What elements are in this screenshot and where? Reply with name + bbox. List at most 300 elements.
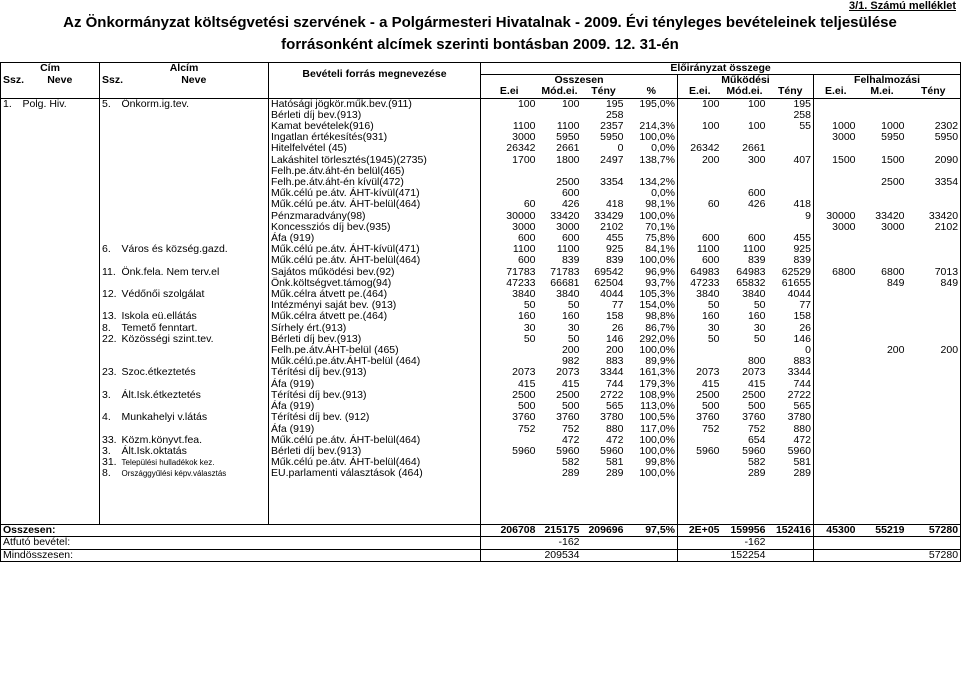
table-cell: Temető fenntart. [121,321,198,334]
table-cell: 5950 [881,131,905,144]
table-cell: 472 [793,433,811,446]
table-cell: 75,8% [645,232,675,245]
table-cell [814,188,858,199]
table-cell: Hitelfelvétel (45) [269,143,481,154]
table-cell: 472 [605,433,624,446]
table-cell [21,121,100,132]
table-cell [907,446,961,457]
empty-cell [481,502,538,513]
table-cell: 160 [561,310,580,323]
table-cell: Ált.Isk.oktatás [121,444,187,457]
table-cell: 50 [678,300,722,311]
table-cell: Város és község.gazd. [121,243,228,256]
table-cell: 1100 [556,120,580,133]
table-cell: 1800 [556,153,580,166]
table-cell [120,110,269,121]
table-cell [100,155,120,166]
table-cell: 1100 [481,121,538,132]
table-cell: 113,0% [640,400,675,413]
table-cell: 3760 [556,411,580,424]
total-value: 55219 [858,525,907,537]
total-value: 57280 [907,549,961,561]
table-cell: 66681 [550,276,580,289]
total-value: -162 [722,537,768,549]
table-cell: 100,0% [639,444,675,457]
table-cell [722,211,768,222]
table-cell [858,468,907,479]
table-cell [1,177,21,188]
table-cell [21,300,100,311]
table-cell: 26342 [481,143,538,154]
table-cell: 418 [793,198,811,211]
table-cell [678,457,722,468]
empty-cell [1,513,21,525]
table-cell: Áfa (919) [269,424,481,435]
table-cell: 4044 [600,288,624,301]
empty-cell [269,502,481,513]
table-cell [858,379,907,390]
table-cell [481,345,538,356]
empty-cell [100,502,120,513]
table-cell [768,177,814,188]
header-ssz-1: Ssz. [1,75,21,87]
table-row [1,334,961,345]
table-cell: 925 [793,243,811,256]
table-cell [858,424,907,435]
table-cell [858,367,907,378]
table-cell: 982 [561,355,580,368]
table-cell: 426 [747,198,766,211]
column-header: E.ei. [814,86,858,98]
table-cell: 65832 [736,276,766,289]
table-cell: 93,7% [645,276,675,289]
empty-cell [582,480,626,491]
table-cell: Iskola eü.ellátás [121,310,197,323]
table-cell: 5950 [600,131,624,144]
table-cell: 33420 [875,209,905,222]
table-cell: 100,5% [639,411,675,424]
table-cell: 415 [561,377,580,390]
table-cell: 3000 [481,132,538,143]
table-cell: 3000 [814,132,858,143]
table-cell [907,143,961,154]
table-row [1,345,961,356]
table-cell [907,98,961,110]
table-cell: 2073 [742,366,766,379]
table-cell: 158 [605,310,624,323]
table-cell [858,390,907,401]
table-cell: 6. [100,244,120,255]
table-cell [814,233,858,244]
empty-cell [538,480,582,491]
empty-cell [768,513,814,525]
table-cell: 407 [793,153,811,166]
table-cell: 4. [100,412,120,423]
empty-cell [814,513,858,525]
table-cell [814,311,858,322]
table-cell: Közm.könyvt.fea. [121,433,203,446]
table-cell [21,323,100,334]
table-cell: 292,0% [639,332,675,345]
table-cell: 100 [561,97,580,110]
table-cell: 3760 [678,412,722,423]
table-cell [21,468,100,479]
table-cell: 1. [1,98,21,110]
table-cell: 100 [678,98,722,110]
table-cell: 581 [605,456,624,469]
table-cell [120,199,269,210]
table-cell [858,143,907,154]
table-cell [814,446,858,457]
table-cell: 752 [678,424,722,435]
table-cell [120,177,269,188]
table-cell: 6800 [814,267,858,278]
table-row [1,367,961,378]
empty-cell [858,513,907,525]
table-cell [1,110,21,121]
table-cell [1,435,21,446]
empty-cell [722,491,768,502]
table-cell: 839 [793,254,811,267]
table-cell: Felh.pe.átv.áht-én belül(465) [269,166,481,177]
table-cell [814,300,858,311]
total-value: 2E+05 [678,525,722,537]
table-cell [1,278,21,289]
table-cell [907,401,961,412]
table-cell: 60 [678,199,722,210]
table-cell: 744 [605,377,624,390]
revenue-table [0,62,961,562]
table-cell: 925 [605,243,624,256]
table-cell: 5950 [556,131,580,144]
table-cell: 98,1% [645,198,675,211]
empty-cell [722,502,768,513]
empty-cell [907,491,961,502]
table-cell: Munkahelyi v.látás [121,411,208,424]
table-cell: Műk.célra átvett pe.(464) [269,289,481,300]
table-cell: 50 [678,334,722,345]
table-cell [858,311,907,322]
column-header: Tény [582,86,626,98]
table-cell [1,244,21,255]
table-cell: 50 [753,332,766,345]
table-cell: Bérleti díj bev.(913) [269,110,481,121]
table-cell: 47233 [678,278,722,289]
table-cell: 2500 [678,390,722,401]
table-cell [120,345,269,356]
table-cell [1,468,21,479]
table-cell [814,323,858,334]
table-cell: Felh.pe.átv.áht-én kívül(472) [269,177,481,188]
table-cell: 5960 [787,444,811,457]
table-cell: 96,9% [645,265,675,278]
table-row [1,166,961,177]
table-cell: 30 [481,323,538,334]
empty-cell [722,480,768,491]
table-cell: 1100 [678,244,722,255]
table-cell: 30000 [814,211,858,222]
table-cell: 3000 [556,220,580,233]
table-cell: 160 [481,311,538,322]
table-cell [21,188,100,199]
empty-cell [21,502,100,513]
table-cell: 86,7% [645,321,675,334]
table-cell: 108,9% [639,388,675,401]
table-cell: 258 [793,108,811,121]
table-cell [120,255,269,266]
table-cell: 582 [561,456,580,469]
table-cell: 1100 [742,243,766,256]
table-cell [21,311,100,322]
total-value [481,537,538,549]
header-osszesen: Összesen [481,75,678,87]
total-value [768,537,814,549]
table-cell: 26 [611,321,624,334]
table-cell [814,278,858,289]
table-cell: 50 [481,334,538,345]
empty-cell [100,480,120,491]
table-cell: Önk.fela. Nem terv.el [121,265,220,278]
empty-cell [1,480,21,491]
table-cell [858,199,907,210]
table-cell [1,379,21,390]
table-cell: 99,8% [645,456,675,469]
table-cell: Térítési díj bev. (912) [269,412,481,423]
table-row [1,155,961,166]
table-cell: 455 [605,232,624,245]
table-cell: Szoc.étkeztetés [121,366,196,379]
table-cell: 62504 [594,276,624,289]
table-cell [100,188,120,199]
empty-cell [768,502,814,513]
table-cell: 582 [747,456,766,469]
table-cell: 426 [561,198,580,211]
table-cell: 565 [793,400,811,413]
table-row [1,244,961,255]
table-cell [21,435,100,446]
table-cell: 2073 [556,366,580,379]
table-cell [907,367,961,378]
table-cell: Műk.célra átvett pe.(464) [269,311,481,322]
total-label: Összesen: [1,525,481,537]
table-row [1,311,961,322]
table-cell [814,244,858,255]
table-cell [907,244,961,255]
table-cell: 30000 [481,211,538,222]
table-cell: 839 [561,254,580,267]
table-row [1,390,961,401]
header-forras: Bevételi forrás megnevezése [269,63,481,87]
table-cell [21,233,100,244]
table-cell: 64983 [736,265,766,278]
total-value [582,549,626,561]
table-cell: 98,8% [645,310,675,323]
table-cell: 565 [605,400,624,413]
table-cell [1,457,21,468]
table-cell: 100 [747,120,766,133]
table-cell: 8. [100,323,120,334]
table-cell [481,468,538,479]
total-value: 57280 [907,525,961,537]
total-value [907,537,961,549]
table-cell [678,211,722,222]
table-cell: 100,0% [639,433,675,446]
table-cell [814,435,858,446]
empty-cell [678,513,722,525]
table-cell [21,390,100,401]
table-cell: 1700 [481,155,538,166]
table-cell: 5950 [907,132,961,143]
table-cell: Közösségi szint.tev. [121,332,214,345]
table-cell [120,188,269,199]
table-cell [21,155,100,166]
table-cell: 23. [100,367,120,378]
table-cell [907,356,961,367]
table-cell: 195 [793,97,811,110]
table-cell: 2722 [600,388,624,401]
table-cell: 160 [747,310,766,323]
empty-cell [814,491,858,502]
table-cell [21,289,100,300]
table-cell [814,356,858,367]
header-eloiranyzat: Előirányzat összege [481,63,961,75]
header-cim: Cím [1,63,100,75]
table-cell [907,233,961,244]
table-cell [21,222,100,233]
empty-cell [1,502,21,513]
table-cell: 100,0% [639,254,675,267]
table-cell: 418 [605,198,624,211]
table-cell [481,457,538,468]
table-cell [21,177,100,188]
empty-cell [269,480,481,491]
table-cell: 2500 [881,176,905,189]
table-cell: 0,0% [651,187,675,200]
table-cell: 161,3% [639,366,675,379]
table-cell: 839 [747,254,766,267]
empty-cell [768,480,814,491]
table-cell [858,356,907,367]
table-cell: 2497 [600,153,624,166]
table-cell [907,323,961,334]
empty-cell [538,491,582,502]
table-cell: 600 [747,232,766,245]
empty-cell [100,491,120,502]
empty-cell [678,502,722,513]
column-header: Tény [907,86,961,98]
total-value: 97,5% [626,525,678,537]
table-cell: 0 [805,344,811,357]
table-cell: Térítési díj bev.(913) [269,367,481,378]
table-cell: Műk.célú pe.átv. ÁHT-belül(464) [269,199,481,210]
table-cell [1,121,21,132]
table-cell: Bérleti díj bev.(913) [269,446,481,457]
table-cell: 5960 [678,446,722,457]
empty-cell [538,502,582,513]
table-cell: 50 [481,300,538,311]
table-cell: 71783 [481,267,538,278]
table-cell: 2500 [742,388,766,401]
table-cell: 70,1% [645,220,675,233]
table-cell: Hatósági jögkör.műk.bev.(911) [269,98,481,110]
table-cell: Sírhely ért.(913) [269,323,481,334]
table-cell [858,412,907,423]
table-cell: EU.parlamenti választások (464) [269,468,481,479]
table-cell: 849 [886,276,905,289]
empty-cell [626,491,678,502]
table-cell: 33420 [550,209,580,222]
empty-cell [626,480,678,491]
table-cell: 5. [100,98,120,110]
total-value [814,549,858,561]
empty-cell [120,513,269,525]
table-cell: 100 [481,98,538,110]
table-cell: 12. [100,289,120,300]
total-row [1,537,961,549]
table-cell: 0,0% [651,142,675,155]
table-cell [1,267,21,278]
table-row [1,98,961,110]
table-cell [120,121,269,132]
table-cell [907,311,961,322]
table-cell: Áfa (919) [269,379,481,390]
table-cell: 2661 [742,142,766,155]
table-cell: 415 [747,377,766,390]
empty-cell [768,491,814,502]
table-cell [120,222,269,233]
total-value [678,549,722,561]
table-cell [21,356,100,367]
empty-cell [100,513,120,525]
table-cell: 2722 [787,388,811,401]
table-cell: 2500 [481,390,538,401]
table-cell: 1500 [881,153,905,166]
table-cell: 600 [747,187,766,200]
table-cell [100,222,120,233]
table-row [1,267,961,278]
column-header: Tény [768,86,814,98]
header-neve-2: Neve [181,73,207,86]
table-cell: 30 [753,321,766,334]
table-cell: Műk.célú pe.átv. ÁHT-kívül(471) [269,244,481,255]
table-cell: 26 [799,321,811,334]
table-cell: 200 [561,344,580,357]
table-cell [907,390,961,401]
table-cell [858,457,907,468]
table-cell [907,424,961,435]
table-cell: 289 [605,467,624,480]
table-row [1,222,961,233]
table-cell: Műk.célú pe.átv. ÁHT-belül(464) [269,457,481,468]
table-row [1,289,961,300]
table-cell: 50 [753,299,766,312]
table-cell: 11. [100,267,120,278]
table-cell [120,211,269,222]
table-cell: Sajátos működési bev.(92) [269,267,481,278]
empty-cell [858,502,907,513]
table-cell: 62529 [781,265,811,278]
table-cell: 50 [567,299,580,312]
table-cell: Koncessziós díj bev.(935) [269,222,481,233]
table-cell [481,177,538,188]
table-cell [1,199,21,210]
table-cell [814,199,858,210]
table-cell [858,323,907,334]
header-ssz-2: Ssz. [100,75,120,87]
total-row [1,525,961,537]
table-cell [21,267,100,278]
table-cell: 2500 [556,388,580,401]
